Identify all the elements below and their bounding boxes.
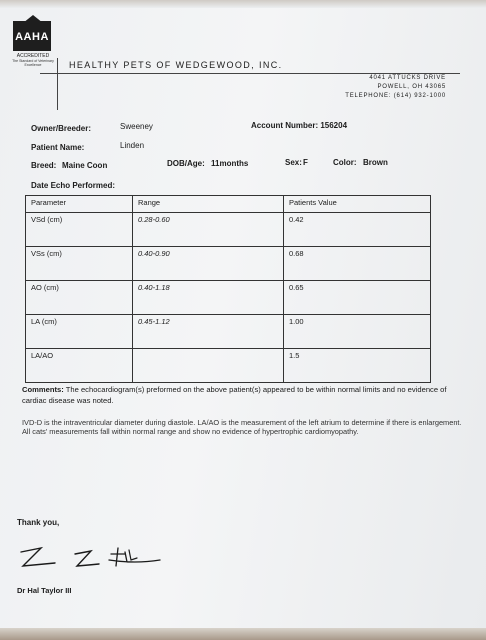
table-row (26, 281, 431, 315)
clinic-name: HEALTHY PETS OF WEDGEWOOD, INC. (69, 60, 283, 70)
value-cell: 0.68 (284, 247, 431, 281)
breed-label: Breed: (31, 161, 57, 170)
range-cell: 0.40-1.18 (133, 281, 284, 315)
header-vertical-rule (57, 58, 58, 110)
parameter-cell: LA/AO (26, 349, 133, 383)
value-cell: 1.00 (284, 315, 431, 349)
range-cell: 0.45-1.12 (133, 315, 284, 349)
value-cell: 1.5 (284, 349, 431, 383)
dob-value: 11months (211, 159, 249, 168)
page-bottom-edge (0, 628, 486, 640)
patient-name-value: Linden (120, 141, 145, 150)
breed-value: Maine Coon (62, 161, 108, 170)
handwritten-signature (15, 538, 165, 578)
owner-value: Sweeney (120, 122, 153, 131)
value-cell: 0.65 (284, 281, 431, 315)
address-line2: POWELL, OH 43065 (377, 84, 446, 90)
sex-label: Sex: (285, 158, 302, 167)
page-shadow (0, 0, 486, 8)
address-line1: 4041 ATTUCKS DRIVE (369, 75, 446, 81)
parameter-cell: LA (cm) (26, 315, 133, 349)
logo-main-text: AAHA (15, 31, 49, 43)
explanation-note: IVD-D is the intraventricular diameter during diastole. LA/AO is the measurement of the left atrium to determine if there is enlargement. All cats' measurements fall within normal range and show no evidence of hypertrophic cardiomyopathy. (22, 418, 462, 436)
table-header-row (26, 196, 431, 213)
table-row (26, 247, 431, 281)
column-header-parameter: Parameter (26, 196, 133, 213)
closing-thanks: Thank you, (17, 518, 60, 527)
sex-value: F (303, 158, 308, 167)
parameter-cell: AO (cm) (26, 281, 133, 315)
owner-label: Owner/Breeder: (31, 124, 92, 133)
aaha-logo (8, 21, 58, 73)
patient-name-label: Patient Name: (31, 143, 85, 152)
table-row (26, 213, 431, 247)
account-number: Account Number: 156204 (251, 121, 348, 130)
column-header-value: Patients Value (284, 196, 431, 213)
color-label: Color: (333, 158, 357, 167)
parameter-cell: VSs (cm) (26, 247, 133, 281)
range-cell: 0.28-0.60 (133, 213, 284, 247)
color-value: Brown (363, 158, 388, 167)
column-header-range: Range (133, 196, 284, 213)
logo-roof-icon (23, 15, 43, 23)
logo-badge (13, 21, 51, 51)
doctor-name: Dr Hal Taylor III (17, 586, 72, 595)
range-cell (133, 349, 284, 383)
table-row (26, 315, 431, 349)
echo-results-table (25, 195, 431, 383)
logo-accredited-text: ACCREDITED (16, 53, 50, 59)
echo-date-label: Date Echo Performed: (31, 181, 116, 190)
comments-text: The echocardiogram(s) preformed on the above patient(s) appeared to be within normal limits and no evidence of cardiac disease was noted. (22, 385, 447, 405)
comments-label: Comments: (22, 385, 64, 394)
table-row (26, 349, 431, 383)
dob-label: DOB/Age: (167, 159, 205, 168)
parameter-cell: VSd (cm) (26, 213, 133, 247)
logo-tagline: The Standard of Veterinary Excellence (12, 59, 54, 67)
phone-number: TELEPHONE: (614) 932-1000 (345, 93, 446, 99)
range-cell: 0.40-0.90 (133, 247, 284, 281)
value-cell: 0.42 (284, 213, 431, 247)
comments-paragraph (22, 384, 472, 406)
